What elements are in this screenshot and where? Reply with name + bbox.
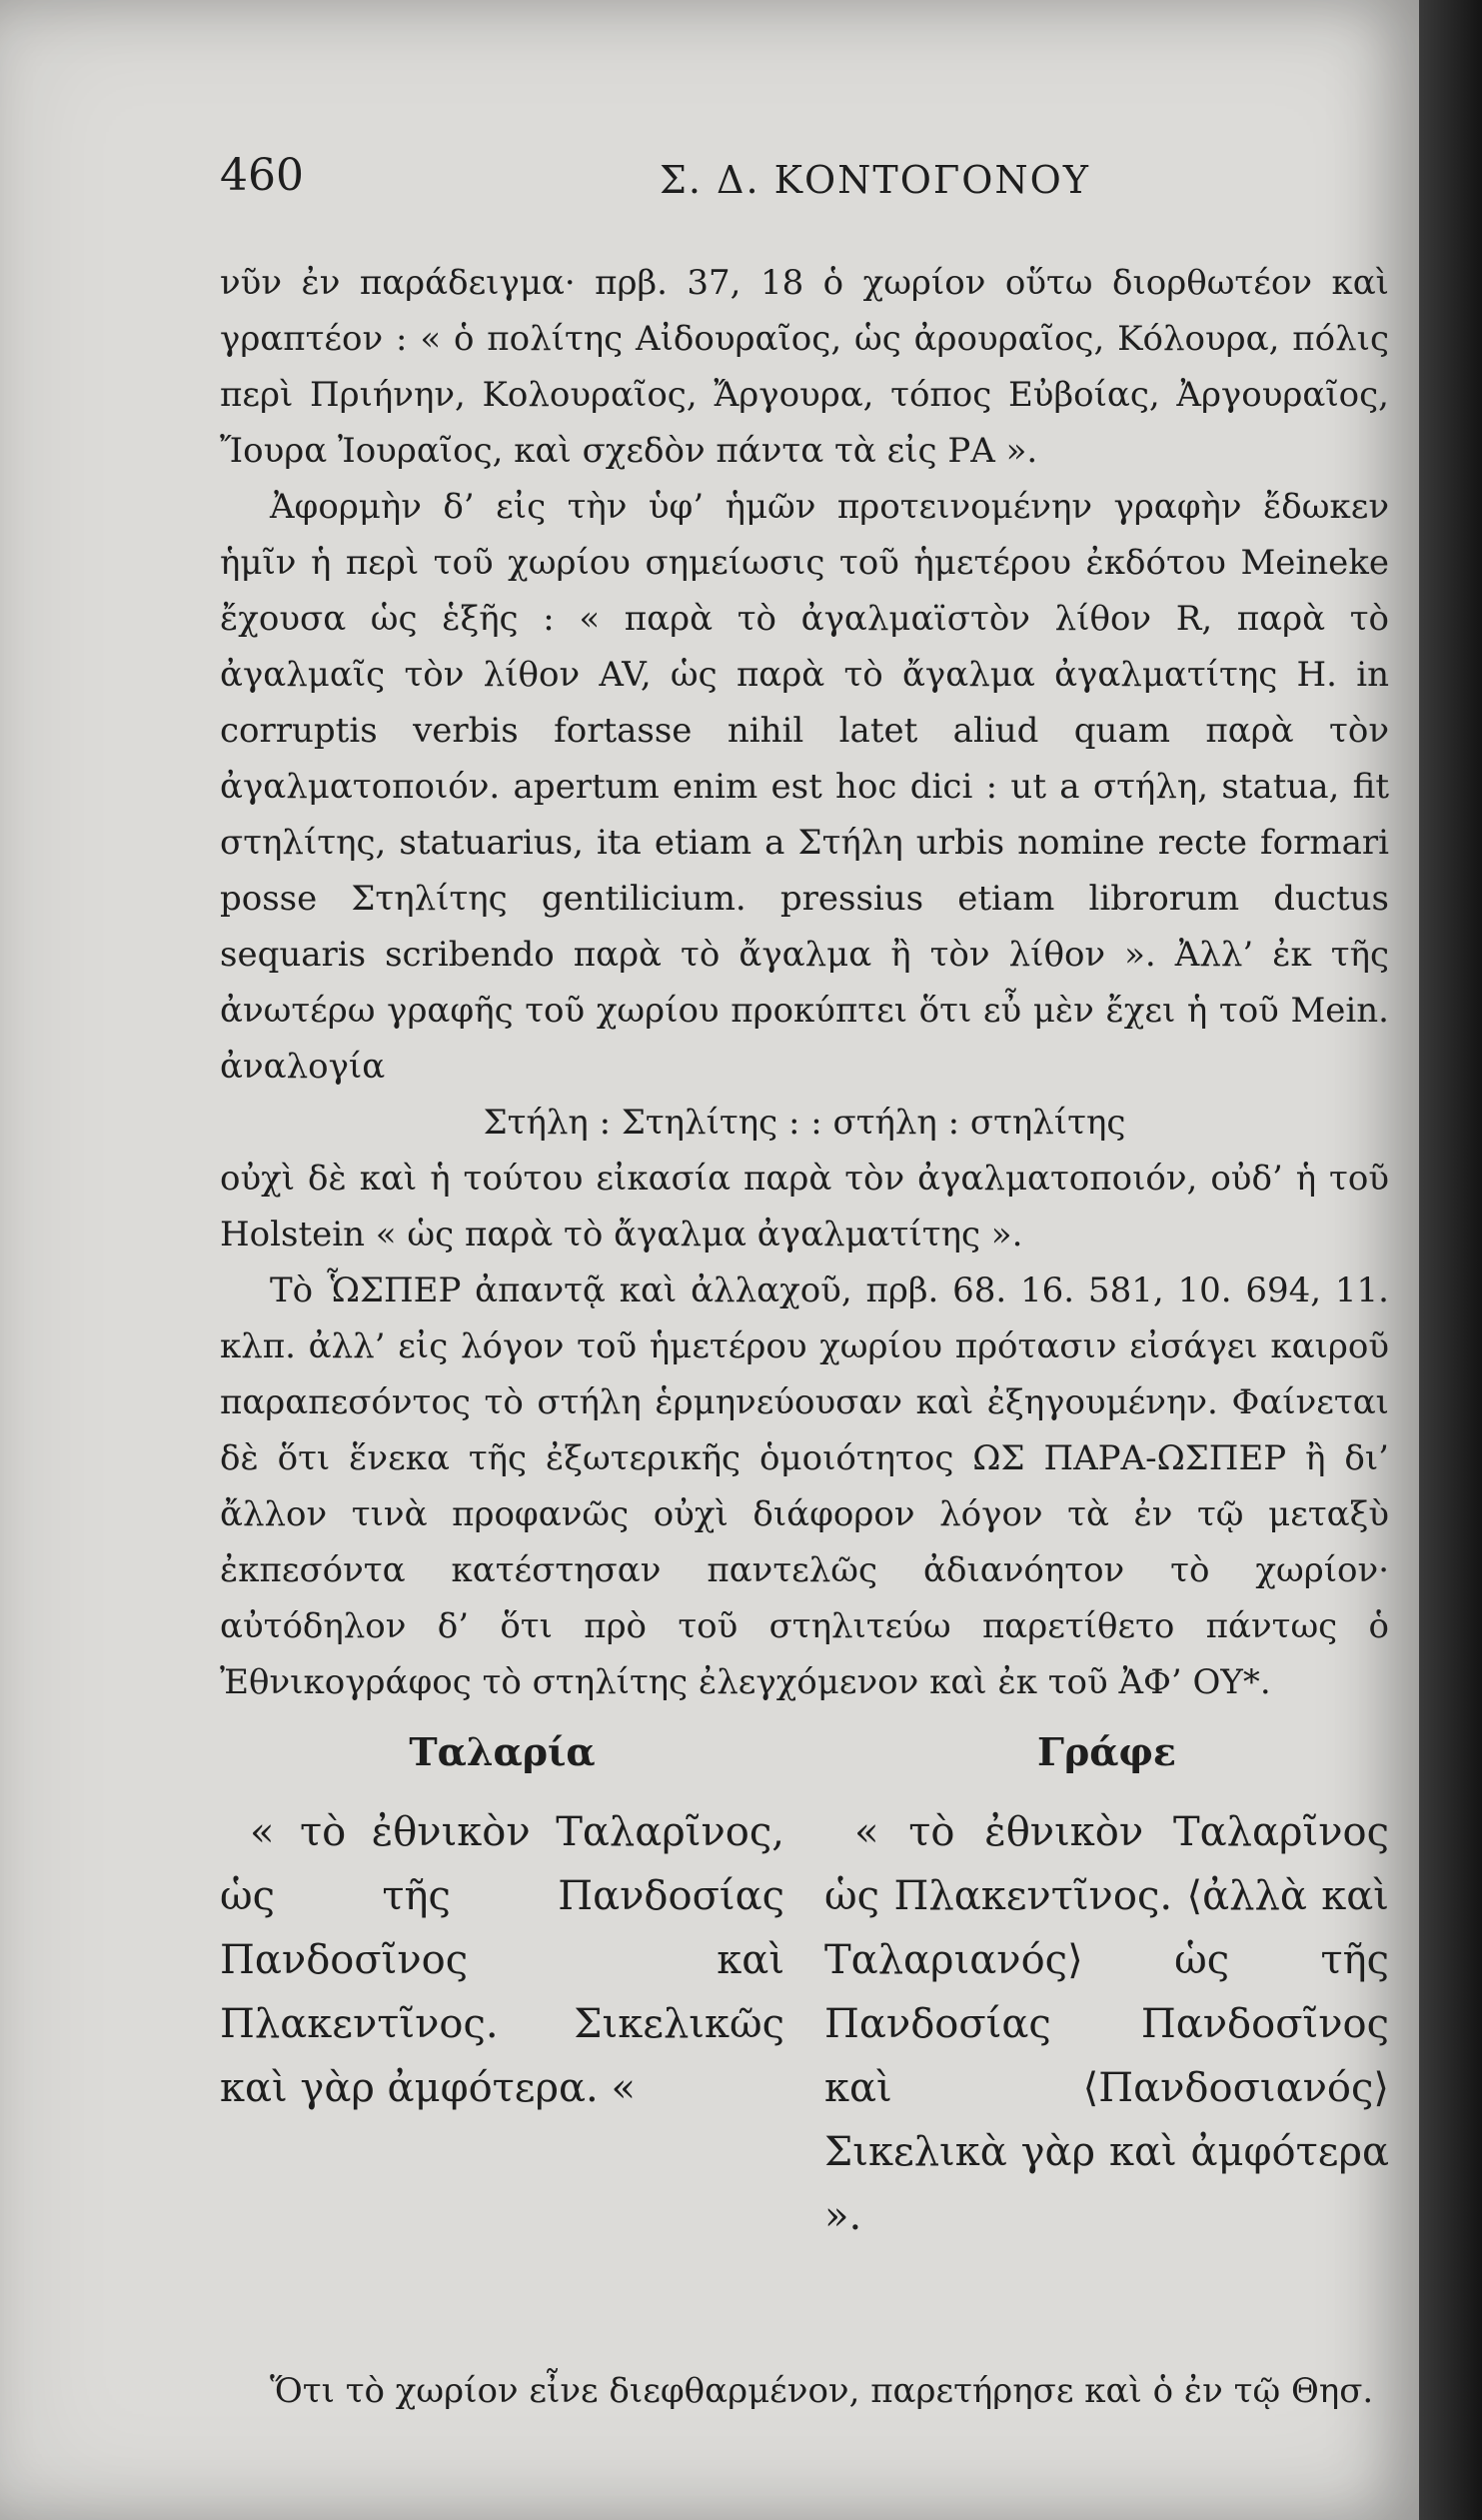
right-column-text: « τὸ ἐθνικὸν Ταλαρῖνος ὡς Πλακεντῖνος. ⟨ἀλλὰ καὶ Ταλαριανός⟩ ὡς τῆς Πανδοσίας Πανδοσῖνος καὶ ⟨Πανδοσιανός⟩ Σικελικὰ γὰρ καὶ ἀμφότερα ».: [824, 1809, 1389, 2239]
page-number: 460: [220, 150, 304, 201]
right-column-heading: Γράφε: [1037, 1729, 1176, 1774]
main-text: [220, 255, 1389, 1710]
paragraph-1: νῦν ἐν παράδειγμα· πρβ. 37, 18 ὁ χωρίον οὕτω διορθωτέον καὶ γραπτέον : « ὁ πολίτης Αἰδουραῖος, ὡς ἀρουραῖος, Κόλουρα, πόλις περὶ Πριήνην, Κολουραῖος, Ἄργουρα, τόπος Εὐβοίας, Ἀργουραῖος, Ἴουρα Ἰουραῖος, καὶ σχεδὸν πάντα τὰ εἰς ΡΑ ».: [220, 263, 1389, 471]
left-column: [220, 1729, 784, 2120]
running-header: [220, 150, 1379, 210]
left-column-text: « τὸ ἐθνικὸν Ταλαρῖνος, ὡς τῆς Πανδοσίας Πανδοσῖνος καὶ Πλακεντῖνος. Σικελικῶς καὶ γὰρ ἀμφότερα. «: [220, 1809, 784, 2111]
closing-line: Ὅτι τὸ χωρίον εἶνε διεφθαρμένον, παρετήρησε καὶ ὁ ἐν τῷ Θησ.: [270, 2371, 1374, 2411]
paragraph-4: Τὸ ὯΣΠΕΡ ἀπαντᾷ καὶ ἀλλαχοῦ, πρβ. 68. 16. 581, 10. 694, 11. κλπ. ἀλλ’ εἰς λόγον τοῦ ἡμετέρου χωρίου πρότασιν εἰσάγει καιροῦ παραπεσόντος τὸ στήλη ἑρμηνεύουσαν καὶ ἐξηγουμένην. Φαίνεται δὲ ὅτι ἕνεκα τῆς ἐξωτερικῆς ὁμοιότητος ΩΣ ΠΑΡΑ-ΩΣΠΕΡ ἢ δι’ ἄλλον τινὰ προφανῶς οὐχὶ διάφορον λόγον τὰ ἐν τῷ μεταξὺ ἐκπεσόντα κατέστησαν παντελῶς ἀδιανόητον τὸ χωρίον· αὐτόδηλον δ’ ὅτι πρὸ τοῦ στηλιτεύω παρετίθετο πάντως ὁ Ἐθνικογράφος τὸ στηλίτης ἐλεγχόμενον καὶ ἐκ τοῦ ἈΦ’ ΟΥ*.: [220, 1270, 1389, 1702]
page-edge-shadow: [1419, 0, 1482, 2520]
analogy-formula: Στήλη : Στηλίτης : : στήλη : στηλίτης: [483, 1103, 1126, 1143]
right-column: [824, 1729, 1389, 2248]
paragraph-2: Ἀφορμὴν δ’ εἰς τὴν ὑφ’ ἡμῶν προτεινομένην γραφὴν ἔδωκεν ἡμῖν ἡ περὶ τοῦ χωρίου σημείωσις τοῦ ἡμετέρου ἐκδότου Meineke ἔχουσα ὡς ἑξῆς : « παρὰ τὸ ἀγαλμαϊστὸν λίθον R, παρὰ τὸ ἀγαλμαῖς τὸν λίθον AV, ὡς παρὰ τὸ ἄγαλμα ἀγαλματίτης H. in corruptis verbis fortasse nihil latet aliud quam παρὰ τὸν ἀγαλματοποιόν. apertum enim est hoc dici : ut a στήλη, statua, fit στηλίτης, statuarius, ita etiam a Στήλη urbis nomine recte formari posse Στηλίτης gentilicium. pressius etiam librorum ductus sequaris scribendo παρὰ τὸ ἄγαλμα ἢ τὸν λίθον ». Ἀλλ’ ἐκ τῆς ἀνωτέρω γραφῆς τοῦ χωρίου προκύπτει ὅτι εὖ μὲν ἔχει ἡ τοῦ Mein. ἀναλογία: [220, 487, 1389, 1087]
left-column-heading: Ταλαρία: [409, 1729, 596, 1774]
paragraph-3: οὐχὶ δὲ καὶ ἡ τούτου εἰκασία παρὰ τὸν ἀγαλματοποιόν, οὐδ’ ἡ τοῦ Holstein « ὡς παρὰ τὸ ἄγαλμα ἀγαλματίτης ».: [220, 1159, 1389, 1255]
running-title: Σ. Δ. ΚΟΝΤΟΓΟΝΟΥ: [660, 158, 1090, 202]
